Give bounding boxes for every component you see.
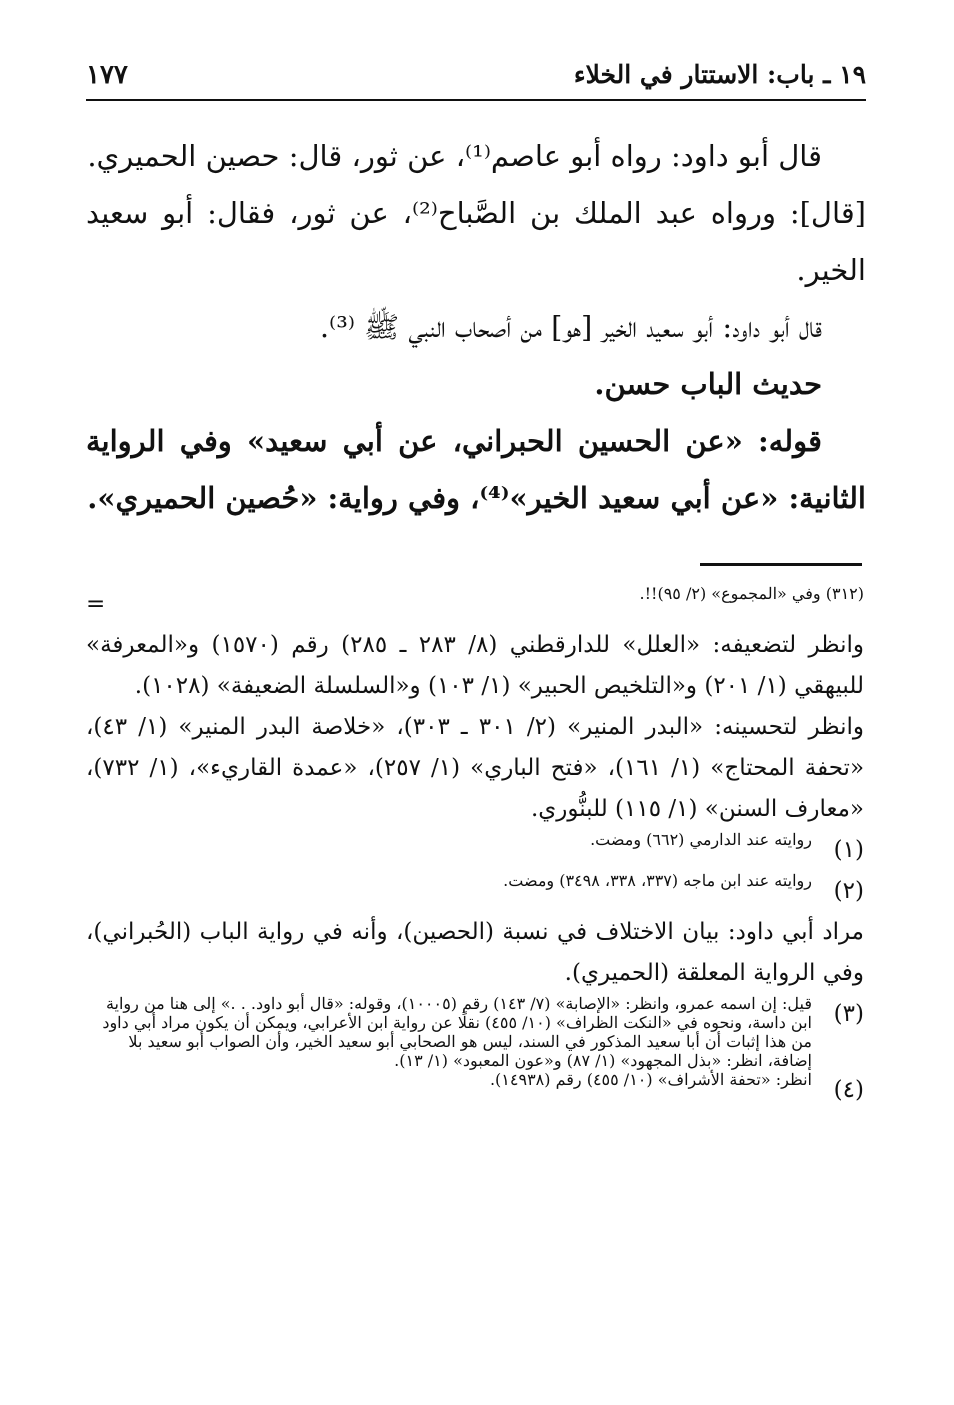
chapter-title: ١٩ ـ باب: الاستتار في الخلاء: [573, 60, 866, 89]
running-header: [86, 56, 866, 96]
footnote-4: [86, 1070, 864, 1111]
footnote-text: روايته عند ابن ماجه (٣٣٧، ٣٣٨، ٣٤٩٨) ومضت.: [503, 871, 812, 890]
footnote-number: (٢): [833, 878, 864, 904]
footnotes: [86, 584, 864, 1111]
weakness-references: وانظر لتضعيفه: «العلل» للدارقطني (٨/ ٢٨٣ ـ ٢٨٥) رقم (١٥٧٠) و«المعرفة» للبيهقي (١/ ٢٠١) و«التلخيص الحبير» (١/ ١٠٣) و«السلسلة الضعيفة» (١٠٢٨).: [86, 632, 865, 699]
footnote-number: (٤): [833, 1077, 864, 1103]
paragraph-5: قوله: «عن الحسين الحبراني، عن أبي سعيد» وفي الرواية الثانية: «عن أبي سعيد الخير»⁽⁴⁾، وفي رواية: «حُصين الحميري».: [86, 424, 866, 515]
footnote-number: (٣): [833, 1001, 864, 1027]
paragraph-2: [قال]: ورواه عبد الملك بن الصَّباح⁽²⁾، عن ثور، فقال: أبو سعيد الخير.: [86, 196, 866, 287]
paragraph-3: قال أبو داود: أبو سعيد الخير [هو] من أصحاب النبي ﷺ ⁽³⁾.: [319, 310, 822, 344]
page-number: ١٧٧: [86, 60, 128, 90]
main-text: [86, 128, 866, 527]
continuation-mark: =: [86, 591, 106, 617]
footnote-continuation-text: (٣١٢) وفي «المجموع» (٢/ ٩٥)!!.: [639, 584, 864, 603]
footnote-1: [86, 830, 864, 871]
footnote-2: [86, 871, 864, 912]
footnote-text: قيل: إن اسمه عمرو، وانظر: «الإصابة» (٧/ ١٤٣) رقم (١٠٠٠٥)، وقوله: «قال أبو داود. . .» إلى هنا من رواية ابن داسة، ونحوه في «النكت الظراف» (١٠/ ٤٥٥) نقلًا عن رواية ابن الأعرابي، ويمكن أن يكون مراد أبي داود من هذا إثبات أن أبا سعيد المذكور في السند، ليس هو الصحابي أبو سعيد الخير، وأن الصواب أبو سعيد بلا إضافة، انظر: «بذل المجهود» (١/ ٨٧) و«عون المعبود» (١/ ١٣).: [102, 994, 812, 1070]
footnote-3: [86, 994, 864, 1070]
footnote-text: روايته عند الدارمي (٦٦٢) ومضت.: [590, 830, 812, 849]
header-rule: [86, 99, 866, 101]
paragraph-4-verdict: حديث الباب حسن.: [594, 367, 822, 401]
footnote-text: انظر: «تحفة الأشراف» (١٠/ ٤٥٥) رقم (١٤٩٣٨).: [489, 1070, 812, 1089]
footnote-2-note: مراد أبي داود: بيان الاختلاف في نسبة (الحصين)، وأنه في رواية الباب (الحُبراني)، وفي الرواية المعلقة (الحميري).: [86, 919, 864, 986]
footnote-number: (١): [833, 837, 864, 863]
paragraph-1: قال أبو داود: رواه أبو عاصم⁽¹⁾، عن ثور، قال: حصين الحميري.: [87, 139, 822, 173]
footnote-separator: [700, 563, 862, 566]
footnote-continuation: [86, 584, 864, 625]
authentication-references: وانظر لتحسينه: «البدر المنير» (٢/ ٣٠١ ـ ٣٠٣)، «خلاصة البدر المنير» (١/ ٤٣)، «تحفة المحتاج» (١/ ١٦١)، «فتح الباري» (١/ ٢٥٧)، «عمدة القاريء»، (١/ ٧٣٢)، «معارف السنن» (١/ ١١٥) للبنُّوري.: [86, 714, 865, 822]
